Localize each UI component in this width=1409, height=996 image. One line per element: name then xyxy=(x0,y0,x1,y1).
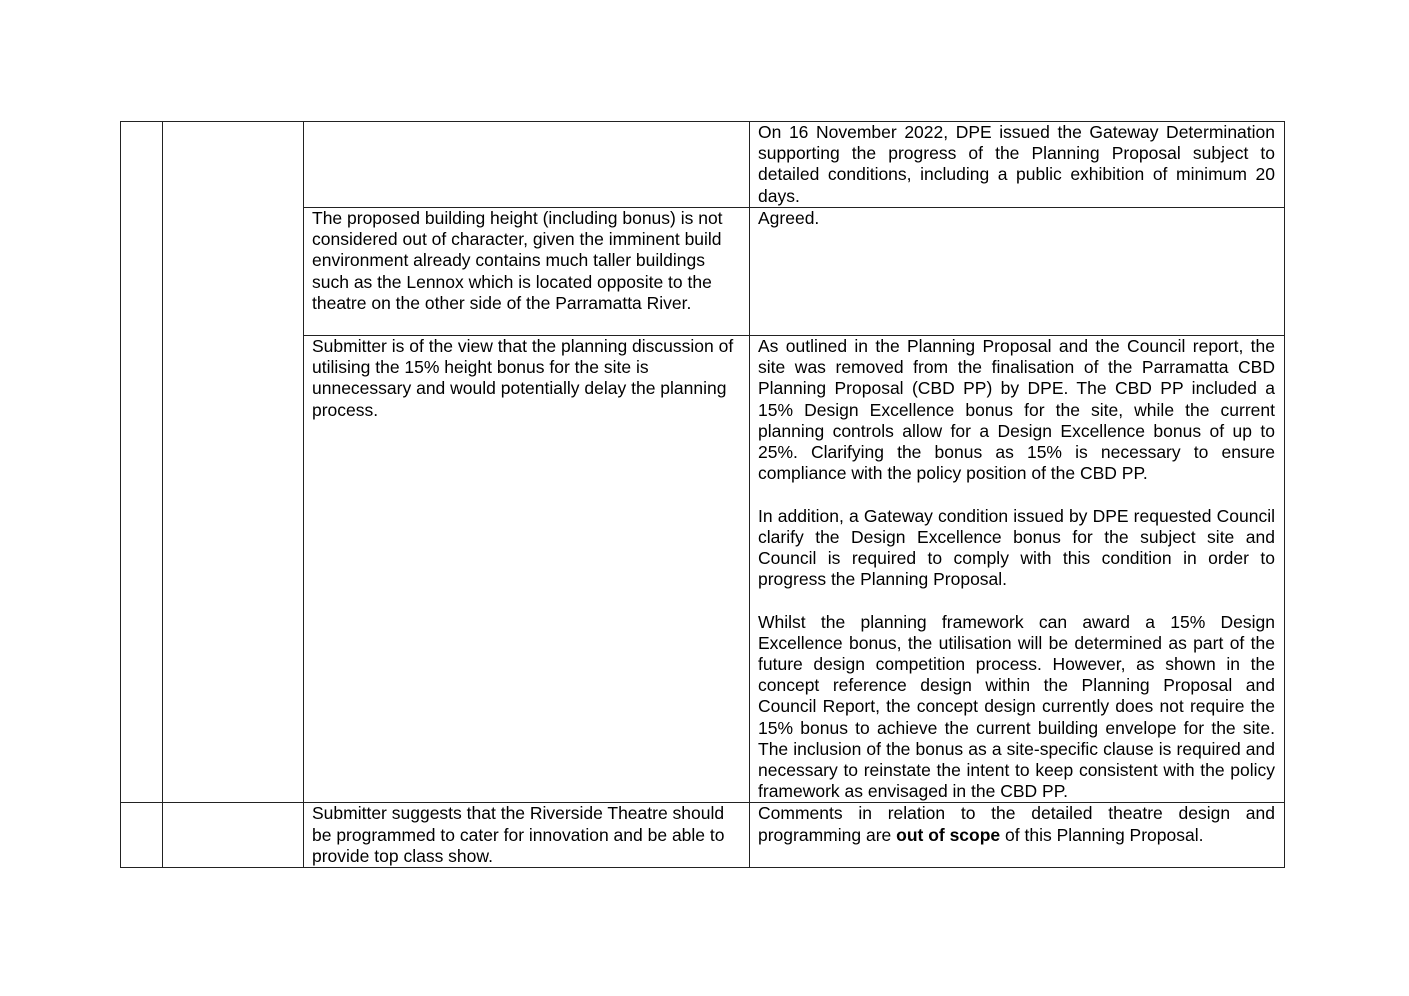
comment-cell xyxy=(304,336,750,803)
response-cell xyxy=(750,803,1285,868)
submissions-table xyxy=(120,121,1285,868)
comment-cell xyxy=(304,208,750,336)
submitter-cell xyxy=(163,122,304,803)
response-cell xyxy=(750,122,1285,208)
comment-text: The proposed building height (including bonus) is not considered out of character, given the imminent build environment already contains much taller buildings such as the Lennox which is located opposite to the theatre on the other side of the Parramatta River. xyxy=(312,208,723,313)
table-row xyxy=(121,122,1285,208)
response-text: On 16 November 2022, DPE issued the Gateway Determination supporting the progress of the Planning Proposal subject to detailed conditions, including a public exhibition of minimum 20 days. xyxy=(758,122,1275,206)
comment-text: Submitter is of the view that the planning discussion of utilising the 15% height bonus for the site is unnecessary and would potentially delay the planning process. xyxy=(312,336,734,420)
response-cell xyxy=(750,336,1285,803)
comment-cell xyxy=(304,803,750,868)
comment-cell xyxy=(304,122,750,208)
comment-text: Submitter suggests that the Riverside Theatre should be programmed to cater for innovation and be able to provide top class show. xyxy=(312,803,725,866)
response-text xyxy=(758,803,1275,845)
number-cell xyxy=(121,122,163,803)
number-cell xyxy=(121,803,163,868)
response-paragraph: In addition, a Gateway condition issued by DPE requested Council clarify the Design Excellence bonus for the subject site and Council is required to comply with this condition in order to progress the Planning Proposal. xyxy=(758,505,1275,590)
response-text-end: of this Planning Proposal. xyxy=(1000,824,1204,845)
response-cell xyxy=(750,208,1285,336)
response-paragraph: Whilst the planning framework can award a 15% Design Excellence bonus, the utilisation will be determined as part of the future design competition process. However, as shown in the concept reference design within the Planning Proposal and Council Report, the concept design currently does not require the 15% bonus to achieve the current building envelope for the site. The inclusion of the bonus as a site-specific clause is required and necessary to reinstate the intent to keep consistent with the policy framework as envisaged in the CBD PP. xyxy=(758,611,1275,802)
response-emphasis: out of scope xyxy=(896,824,1001,845)
table-row xyxy=(121,803,1285,868)
response-text: Agreed. xyxy=(758,208,820,228)
response-text-start: Comments in relation to the detailed theatre design and programming are xyxy=(758,803,1275,845)
submitter-cell xyxy=(163,803,304,868)
response-paragraph: As outlined in the Planning Proposal and the Council report, the site was removed from the finalisation of the Parramatta CBD Planning Proposal (CBD PP) by DPE. The CBD PP included a 15% Design Excellence bonus for the site, while the current planning controls allow for a Design Excellence bonus of up to 25%. Clarifying the bonus as 15% is necessary to ensure compliance with the policy position of the CBD PP. xyxy=(758,336,1275,484)
